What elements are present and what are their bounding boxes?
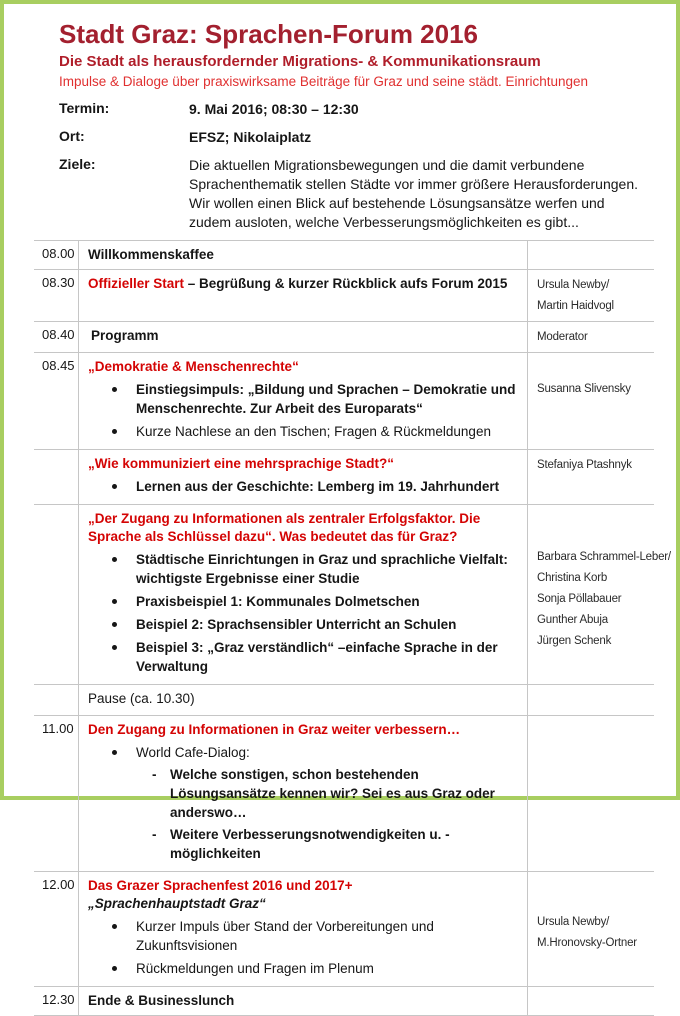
- session-title-red: Den Zugang zu Informationen in Graz weiter verbessern…: [88, 722, 461, 737]
- dash-marker: -: [152, 767, 157, 782]
- content-cell: [78, 685, 528, 715]
- bullet-icon: [112, 380, 136, 418]
- dash-item: [152, 825, 519, 863]
- bullet-icon: [112, 615, 136, 634]
- speaker-name: Martin Haidvogl: [537, 300, 614, 312]
- agenda-row-0800: [34, 240, 654, 269]
- agenda-row-0830: [34, 269, 654, 321]
- meta-label: Ort:: [59, 128, 85, 144]
- session-title-italic: „Sprachenhauptstadt Graz“: [88, 896, 266, 911]
- meta-section: [59, 100, 654, 232]
- time-cell: 12.00: [42, 877, 75, 892]
- content-cell: [78, 505, 528, 684]
- page-content: [4, 4, 676, 1016]
- bullet-item: [112, 615, 519, 634]
- bullet-text: Beispiel 3: „Graz verständlich“ –einfache Sprache in der Verwaltung: [136, 640, 498, 674]
- agenda-row-1200: [34, 871, 654, 986]
- session-title: Willkommenskaffee: [88, 247, 214, 262]
- session-title-red: „Der Zugang zu Informationen als zentraler Erfolgsfaktor. Die Sprache als Schlüssel dazu“. Was bedeutet das für Graz?: [88, 511, 481, 544]
- bullet-icon: [112, 959, 136, 978]
- bullet-icon: [112, 422, 136, 441]
- agenda-row-zugang-informationen: [34, 504, 671, 684]
- bullet-item: [112, 422, 519, 441]
- session-title-red: „Demokratie & Menschenrechte“: [88, 359, 299, 374]
- speakers-cell: [528, 450, 654, 504]
- bullet-item: [112, 917, 519, 955]
- meta-row-ziele: [59, 156, 654, 232]
- meta-label: Ziele:: [59, 156, 96, 172]
- bullet-text: Einstiegsimpuls: „Bildung und Sprachen – Demokratie und Menschenrechte. Zur Arbeit des Europarats“: [136, 382, 516, 416]
- speakers-cell: [528, 685, 654, 715]
- time-cell: [34, 450, 78, 504]
- speaker-name: M.Hronovsky-Ortner: [537, 937, 637, 949]
- bullet-text: Städtische Einrichtungen in Graz und sprachliche Vielfalt: wichtigste Ergebnisse einer Studie: [136, 552, 508, 586]
- agenda-row-mehrsprachige-stadt: [34, 449, 654, 504]
- speakers-cell: [528, 270, 654, 321]
- speakers-cell: [528, 322, 654, 352]
- session-title-red: Offizieller Start: [88, 276, 185, 291]
- bullet-item: [112, 959, 519, 978]
- bullet-text: Rückmeldungen und Fragen im Plenum: [136, 961, 374, 976]
- bullet-icon: [112, 917, 136, 955]
- speaker-name: Ursula Newby/: [537, 279, 610, 291]
- bullet-item: [112, 380, 519, 418]
- time-cell: [34, 505, 78, 684]
- session-title: – Begrüßung & kurzer Rückblick aufs Forum 2015: [184, 276, 508, 291]
- session-title-red: Das Grazer Sprachenfest 2016 und 2017+: [88, 878, 353, 893]
- speaker-name: Stefaniya Ptashnyk: [537, 459, 632, 471]
- agenda-row-pause: [34, 684, 654, 715]
- session-title-plain: Pause (ca. 10.30): [88, 691, 195, 706]
- bullet-icon: [112, 743, 136, 762]
- time-cell: 08.40: [42, 327, 75, 342]
- bullet-icon: [112, 638, 136, 676]
- agenda-row-0845: [34, 352, 654, 449]
- speaker-name: Gunther Abuja: [537, 614, 608, 626]
- speakers-cell: [528, 241, 654, 269]
- bullet-text: Praxisbeispiel 1: Kommunales Dolmetschen: [136, 594, 420, 609]
- speaker-name: Jürgen Schenk: [537, 635, 612, 647]
- meta-label: Termin:: [59, 100, 110, 116]
- speaker-name: Moderator: [537, 331, 588, 343]
- dash-text: Weitere Verbesserungsnotwendigkeiten u. -möglichkeiten: [170, 827, 450, 861]
- time-cell: 12.30: [42, 992, 75, 1007]
- time-cell: 11.00: [42, 721, 74, 736]
- content-cell: [78, 987, 528, 1015]
- page-subtitle: Die Stadt als herausfordernder Migrations- & Kommunikationsraum: [59, 53, 541, 70]
- bullet-text: Kurzer Impuls über Stand der Vorbereitungen und Zukunftsvisionen: [136, 919, 434, 953]
- session-title: Programm: [91, 328, 159, 343]
- bullet-item: [112, 638, 519, 676]
- speaker-name: Susanna Slivensky: [537, 383, 631, 395]
- bullet-icon: [112, 477, 136, 496]
- content-cell: [78, 872, 528, 986]
- agenda-table: [34, 240, 671, 1016]
- content-cell: [78, 450, 528, 504]
- speakers-cell: [528, 505, 671, 684]
- bullet-item: [112, 592, 519, 611]
- content-cell: [78, 716, 528, 871]
- speakers-cell: [528, 716, 654, 871]
- content-cell: [78, 353, 528, 449]
- header: [59, 18, 654, 91]
- agenda-row-1100: [34, 715, 654, 871]
- bullet-text: Kurze Nachlese an den Tischen; Fragen & Rückmeldungen: [136, 424, 491, 439]
- session-title-red: „Wie kommuniziert eine mehrsprachige Stadt?“: [88, 456, 394, 471]
- bullet-text: Beispiel 2: Sprachsensibler Unterricht an Schulen: [136, 617, 457, 632]
- time-cell: [34, 685, 78, 715]
- content-cell: [78, 241, 528, 269]
- speakers-cell: [528, 353, 654, 449]
- bullet-item: [112, 743, 519, 762]
- meta-value: EFSZ; Nikolaiplatz: [189, 129, 312, 145]
- time-cell: 08.00: [42, 246, 75, 261]
- speakers-cell: [528, 872, 654, 986]
- bullet-icon: [112, 592, 136, 611]
- content-cell: [78, 270, 528, 321]
- time-cell: 08.30: [42, 275, 75, 290]
- dash-marker: -: [152, 827, 157, 842]
- speaker-name: Ursula Newby/: [537, 916, 610, 928]
- bullet-text: Lernen aus der Geschichte: Lemberg im 19. Jahrhundert: [136, 479, 500, 494]
- agenda-row-0840: [34, 321, 654, 352]
- agenda-row-1230: [34, 986, 654, 1015]
- time-cell: 08.45: [42, 358, 75, 373]
- meta-value: Die aktuellen Migrationsbewegungen und die damit verbundene Sprachenthematik stellen Städte vor immer größere Herausforderungen. Wir wollen einen Blick auf bestehende Lösungsansätze werfen und zudem ausloten, welche Verbesserungsmöglichkeiten es gibt...: [189, 157, 638, 230]
- page-title: Stadt Graz: Sprachen-Forum 2016: [59, 19, 478, 49]
- session-title: Ende & Businesslunch: [88, 993, 235, 1008]
- dash-item: [152, 765, 519, 822]
- bullet-item: [112, 477, 519, 496]
- bullet-item: [112, 550, 519, 588]
- speaker-name: Christina Korb: [537, 572, 608, 584]
- dash-text: Welche sonstigen, schon bestehenden Lösungsansätze kennen wir? Sei es aus Graz oder anderswo…: [170, 767, 495, 820]
- meta-value: 9. Mai 2016; 08:30 – 12:30: [189, 101, 359, 117]
- content-cell: [78, 322, 528, 352]
- speakers-cell: [528, 987, 654, 1015]
- bullet-text: World Cafe-Dialog:: [136, 745, 250, 760]
- meta-row-ort: [59, 128, 654, 147]
- meta-row-termin: [59, 100, 654, 119]
- speaker-name: Sonja Pöllabauer: [537, 593, 622, 605]
- page-tagline: Impulse & Dialoge über praxiswirksame Beiträge für Graz und seine städt. Einrichtungen: [59, 74, 589, 89]
- speaker-name: Barbara Schrammel-Leber/: [537, 551, 671, 563]
- bullet-icon: [112, 550, 136, 588]
